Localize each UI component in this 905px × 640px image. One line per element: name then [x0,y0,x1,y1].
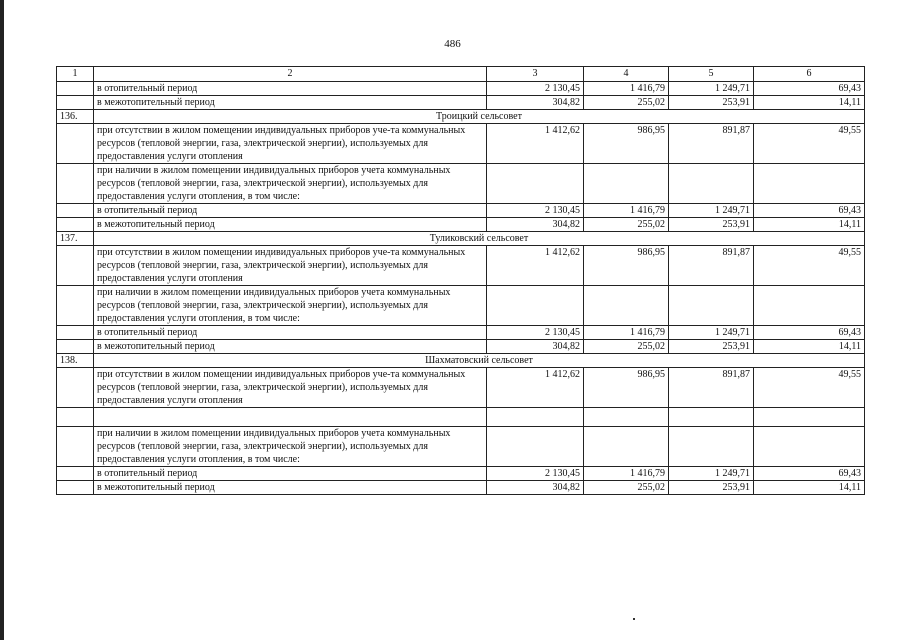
row-number-cell [57,246,94,286]
value-cell: 69,43 [754,326,865,340]
value-cell [487,286,584,326]
value-cell: 255,02 [584,218,669,232]
page-number: 486 [444,38,461,50]
region-number: 138. [57,354,94,368]
value-cell: 304,82 [487,340,584,354]
table-row [57,467,865,481]
empty-cell [754,408,865,427]
value-cell: 1 416,79 [584,326,669,340]
value-cell: 49,55 [754,368,865,408]
value-cell: 2 130,45 [487,204,584,218]
row-number-cell [57,340,94,354]
value-cell: 304,82 [487,481,584,495]
value-cell: 1 412,62 [487,368,584,408]
value-cell: 1 412,62 [487,124,584,164]
empty-cell [584,408,669,427]
region-number: 137. [57,232,94,246]
value-cell: 14,11 [754,218,865,232]
value-cell: 69,43 [754,82,865,96]
value-cell: 891,87 [669,246,754,286]
value-cell: 1 416,79 [584,204,669,218]
empty-cell [94,408,487,427]
spacer-row [57,408,865,427]
header-cell: 2 [94,67,487,82]
row-number-cell [57,124,94,164]
empty-cell [487,408,584,427]
description-cell: при наличии в жилом помещении индивидуальных приборов учета коммунальных ресурсов (тепловой энергии, газа, электрической энергии), используемых для предоставления услуги отопления, в том числе: [94,164,487,204]
table-row [57,82,865,96]
value-cell: 49,55 [754,124,865,164]
table-row [57,340,865,354]
table-row [57,286,865,326]
value-cell: 1 416,79 [584,467,669,481]
value-cell: 1 249,71 [669,326,754,340]
value-cell [584,286,669,326]
value-cell: 2 130,45 [487,326,584,340]
value-cell: 255,02 [584,340,669,354]
value-cell [754,164,865,204]
value-cell: 986,95 [584,246,669,286]
description-cell: в отопительный период [94,82,487,96]
region-row [57,354,865,368]
description-cell: в межотопительный период [94,218,487,232]
value-cell: 14,11 [754,96,865,110]
description-cell: в отопительный период [94,326,487,340]
row-number-cell [57,204,94,218]
header-cell: 3 [487,67,584,82]
header-cell: 6 [754,67,865,82]
row-number-cell [57,326,94,340]
value-cell: 986,95 [584,368,669,408]
value-cell: 891,87 [669,368,754,408]
table-row [57,326,865,340]
empty-cell [57,408,94,427]
value-cell [584,164,669,204]
row-number-cell [57,218,94,232]
description-cell: в межотопительный период [94,340,487,354]
value-cell: 253,91 [669,340,754,354]
value-cell: 1 412,62 [487,246,584,286]
value-cell: 304,82 [487,218,584,232]
region-name: Туликовский сельсовет [94,232,865,246]
table-row [57,124,865,164]
header-cell: 4 [584,67,669,82]
value-cell: 253,91 [669,218,754,232]
value-cell: 14,11 [754,340,865,354]
region-number: 136. [57,110,94,124]
description-cell: при наличии в жилом помещении индивидуальных приборов учета коммунальных ресурсов (тепловой энергии, газа, электрической энергии), используемых для предоставления услуги отопления, в том числе: [94,286,487,326]
value-cell: 1 249,71 [669,204,754,218]
value-cell: 986,95 [584,124,669,164]
value-cell: 1 249,71 [669,467,754,481]
table-row [57,246,865,286]
row-number-cell [57,467,94,481]
row-number-cell [57,286,94,326]
row-number-cell [57,164,94,204]
value-cell [669,164,754,204]
table-row [57,427,865,467]
value-cell: 2 130,45 [487,467,584,481]
row-number-cell [57,481,94,495]
value-cell [754,427,865,467]
value-cell [669,286,754,326]
tariff-table [56,66,865,495]
value-cell: 14,11 [754,481,865,495]
scan-speck [633,618,635,620]
table-row [57,96,865,110]
value-cell: 69,43 [754,204,865,218]
description-cell: в межотопительный период [94,481,487,495]
region-name: Шахматовский сельсовет [94,354,865,368]
description-cell: в отопительный период [94,204,487,218]
value-cell: 891,87 [669,124,754,164]
table-row [57,164,865,204]
table-row [57,368,865,408]
header-cell: 5 [669,67,754,82]
row-number-cell [57,427,94,467]
value-cell [487,164,584,204]
description-cell: при наличии в жилом помещении индивидуальных приборов учета коммунальных ресурсов (тепловой энергии, газа, электрической энергии), используемых для предоставления услуги отопления, в том числе: [94,427,487,467]
row-number-cell [57,368,94,408]
value-cell: 255,02 [584,96,669,110]
table-row [57,481,865,495]
row-number-cell [57,82,94,96]
value-cell [487,427,584,467]
value-cell: 304,82 [487,96,584,110]
value-cell: 2 130,45 [487,82,584,96]
value-cell: 1 249,71 [669,82,754,96]
row-number-cell [57,96,94,110]
value-cell: 253,91 [669,96,754,110]
value-cell [584,427,669,467]
description-cell: в межотопительный период [94,96,487,110]
empty-cell [669,408,754,427]
description-cell: в отопительный период [94,467,487,481]
description-cell: при отсутствии в жилом помещении индивидуальных приборов уче-та коммунальных ресурсов (тепловой энергии, газа, электрической энергии), используемых для предоставления услуги отопления [94,368,487,408]
value-cell [754,286,865,326]
value-cell: 49,55 [754,246,865,286]
page-edge-bar [0,0,4,640]
description-cell: при отсутствии в жилом помещении индивидуальных приборов уче-та коммунальных ресурсов (тепловой энергии, газа, электрической энергии), используемых для предоставления услуги отопления [94,124,487,164]
value-cell: 253,91 [669,481,754,495]
table-row [57,204,865,218]
region-name: Троицкий сельсовет [94,110,865,124]
value-cell: 1 416,79 [584,82,669,96]
region-row [57,232,865,246]
region-row [57,110,865,124]
table-row [57,218,865,232]
header-cell: 1 [57,67,94,82]
value-cell [669,427,754,467]
value-cell: 255,02 [584,481,669,495]
table-header-row [57,67,865,82]
value-cell: 69,43 [754,467,865,481]
description-cell: при отсутствии в жилом помещении индивидуальных приборов уче-та коммунальных ресурсов (тепловой энергии, газа, электрической энергии), используемых для предоставления услуги отопления [94,246,487,286]
